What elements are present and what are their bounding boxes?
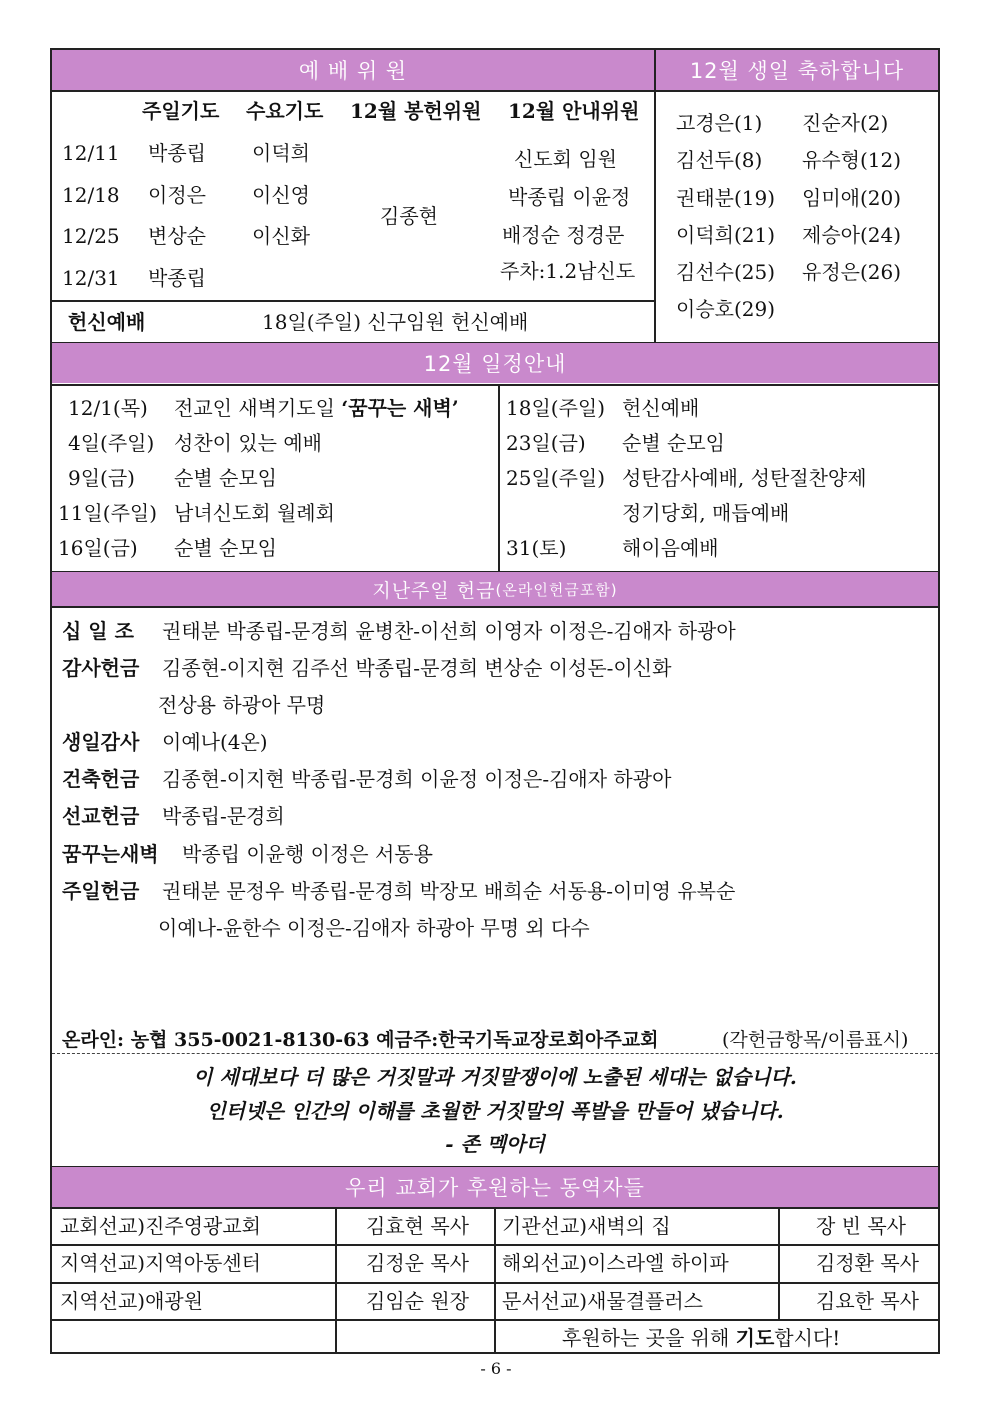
dedication-service-label: 헌신예배 [68,310,146,334]
worship-date: 12/18 [62,183,120,207]
support-header: 우리 교회가 후원하는 동역자들 [52,1167,938,1207]
offering-names: 김종현-이지현 박종립-문경희 이윤정 이정은-김애자 하광아 [162,767,672,791]
divider [52,300,654,302]
schedule-date: 23일(금) [506,431,586,455]
birthday-name: 김선수(25) [676,260,776,284]
birthday-name: 유정은(26) [802,260,902,284]
offering-names: 전상용 하광아 무명 [158,693,326,717]
online-account-info: 온라인: 농협 355-0021-8130-63 예금주:한국기독교장로회아주교회 [62,1029,659,1051]
offering-category-label: 생일감사 [62,730,140,754]
schedule-header: 12월 일정안내 [52,343,938,383]
worship-date: 12/11 [62,141,120,165]
wednesday-prayer-name: 이신화 [252,224,310,248]
offering-names: 이예나(4온) [162,730,268,754]
support-organization: 지역선교)지역아동센터 [60,1251,262,1275]
worship-committee-header: 예 배 위 원 [52,50,654,90]
support-person: 장 빈 목사 [816,1214,906,1238]
offering-names: 권태분 박종립-문경희 윤병찬-이선희 이영자 이정은-김애자 하광아 [162,619,736,643]
offering-committee-member: 김종현 [380,204,438,228]
schedule-event: 순별 순모임 [622,431,725,455]
page-number: - 6 - [480,1359,512,1378]
offering-category-label: 주일헌금 [62,879,140,903]
column-wednesday-prayer: 수요기도 [246,99,324,123]
wednesday-prayer-name: 이덕희 [252,141,310,165]
birthday-name: 이승호(29) [676,297,776,321]
support-person: 김임순 원장 [366,1289,469,1313]
offering-category-label: 십 일 조 [62,619,134,643]
schedule-date: 11일(주일) [58,501,158,525]
schedule-column-divider [498,385,500,571]
offering-category-label: 감사헌금 [62,656,140,680]
offering-names: 박종립 이윤행 이정은 서동용 [182,842,433,866]
column-offering-committee: 12월 봉헌위원 [350,99,482,123]
column-sunday-prayer: 주일기도 [142,99,220,123]
sunday-prayer-name: 이정은 [148,183,206,207]
table-column-divider [335,1208,337,1352]
support-organization: 교회선교)진주영광교회 [60,1214,262,1238]
sunday-prayer-name: 박종립 [148,141,206,165]
offering-names: 김종현-이지현 김주선 박종립-문경희 변상순 이성돈-이신화 [162,656,672,680]
usher-member: 배정순 정경문 [502,223,625,247]
dedication-service-text: 18일(주일) 신구임원 헌신예배 [262,310,529,334]
schedule-event: 정기당회, 매듭예배 [622,501,790,525]
quote-line: 인터넷은 인간의 이해를 초월한 거짓말의 폭발을 만들어 냈습니다. [206,1099,784,1123]
birthday-name: 임미애(20) [802,186,902,210]
schedule-event: 성탄감사예배, 성탄절찬양제 [622,466,867,490]
offering-names: 박종립-문경희 [162,804,285,828]
support-person: 김정운 목사 [366,1251,469,1275]
schedule-date: 18일(주일) [506,396,606,420]
birthday-name: 유수형(12) [802,148,902,172]
schedule-event: 전교인 새벽기도일 ‘꿈꾸는 새벽’ [174,396,459,420]
schedule-date: 9일(금) [68,466,135,490]
offering-category-label: 꿈꾸는새벽 [62,842,159,866]
wednesday-prayer-name: 이신영 [252,183,310,207]
table-column-divider [778,1208,780,1320]
support-organization: 지역선교)애광원 [60,1289,204,1313]
usher-member: 신도회 임원 [514,147,617,171]
column-usher-committee: 12월 안내위원 [508,99,640,123]
offering-category-label: 건축헌금 [62,767,140,791]
support-person: 김요한 목사 [816,1289,919,1313]
schedule-event: 헌신예배 [622,396,700,420]
sunday-prayer-name: 박종립 [148,266,206,290]
sunday-prayer-name: 변상순 [148,224,206,248]
birthday-name: 이덕희(21) [676,223,776,247]
quote-line: 이 세대보다 더 많은 거짓말과 거짓말쟁이에 노출된 세대는 없습니다. [193,1065,797,1089]
offering-header-note: (온라인헌금포함) [495,580,618,599]
schedule-event: 성찬이 있는 예배 [174,431,322,455]
offering-category-label: 선교헌금 [62,804,140,828]
birthday-name: 진순자(2) [802,111,889,135]
offering-names: 권태분 문정우 박종립-문경희 박장모 배희순 서동용-이미영 유복순 [162,879,736,903]
offering-names: 이예나-윤한수 이정은-김애자 하광아 무명 외 다수 [158,916,590,940]
schedule-date: 25일(주일) [506,466,606,490]
schedule-event: 순별 순모임 [174,466,277,490]
usher-member: 박종립 이윤정 [508,185,631,209]
schedule-date: 12/1(목) [68,396,148,420]
worship-birthday-divider [654,50,656,342]
dashed-divider [52,1053,938,1054]
birthday-name: 권태분(19) [676,186,776,210]
worship-date: 12/31 [62,266,120,290]
divider [52,384,938,386]
schedule-event: 해이음예배 [622,536,719,560]
quote-author: - 존 멕아더 [445,1132,545,1156]
online-account-note: (각헌금항목/이름표시) [722,1029,909,1051]
birthday-header: 12월 생일 축하합니다 [656,50,938,90]
birthday-name: 고경은(1) [676,111,763,135]
offering-header: 지난주일 헌금 (온라인헌금포함) [52,572,938,606]
divider [52,606,938,608]
birthday-name: 김선두(8) [676,148,763,172]
support-person: 김정환 목사 [816,1251,919,1275]
schedule-event: 순별 순모임 [174,536,277,560]
birthday-name: 제승아(24) [802,223,902,247]
support-person: 김효현 목사 [366,1214,469,1238]
table-column-divider [494,1208,496,1352]
support-organization: 문서선교)새물결플러스 [502,1289,704,1313]
prayer-request: 후원하는 곳을 위해 기도합시다! [562,1326,841,1350]
divider [52,90,938,92]
schedule-event: 남녀신도회 월례회 [174,501,335,525]
support-organization: 기관선교)새벽의 집 [502,1214,671,1238]
support-organization: 해외선교)이스라엘 하이파 [502,1251,729,1275]
usher-member: 주차:1.2남신도 [500,259,636,283]
schedule-date: 4일(주일) [68,431,155,455]
schedule-date: 16일(금) [58,536,138,560]
schedule-date: 31(토) [506,536,567,560]
worship-date: 12/25 [62,224,120,248]
